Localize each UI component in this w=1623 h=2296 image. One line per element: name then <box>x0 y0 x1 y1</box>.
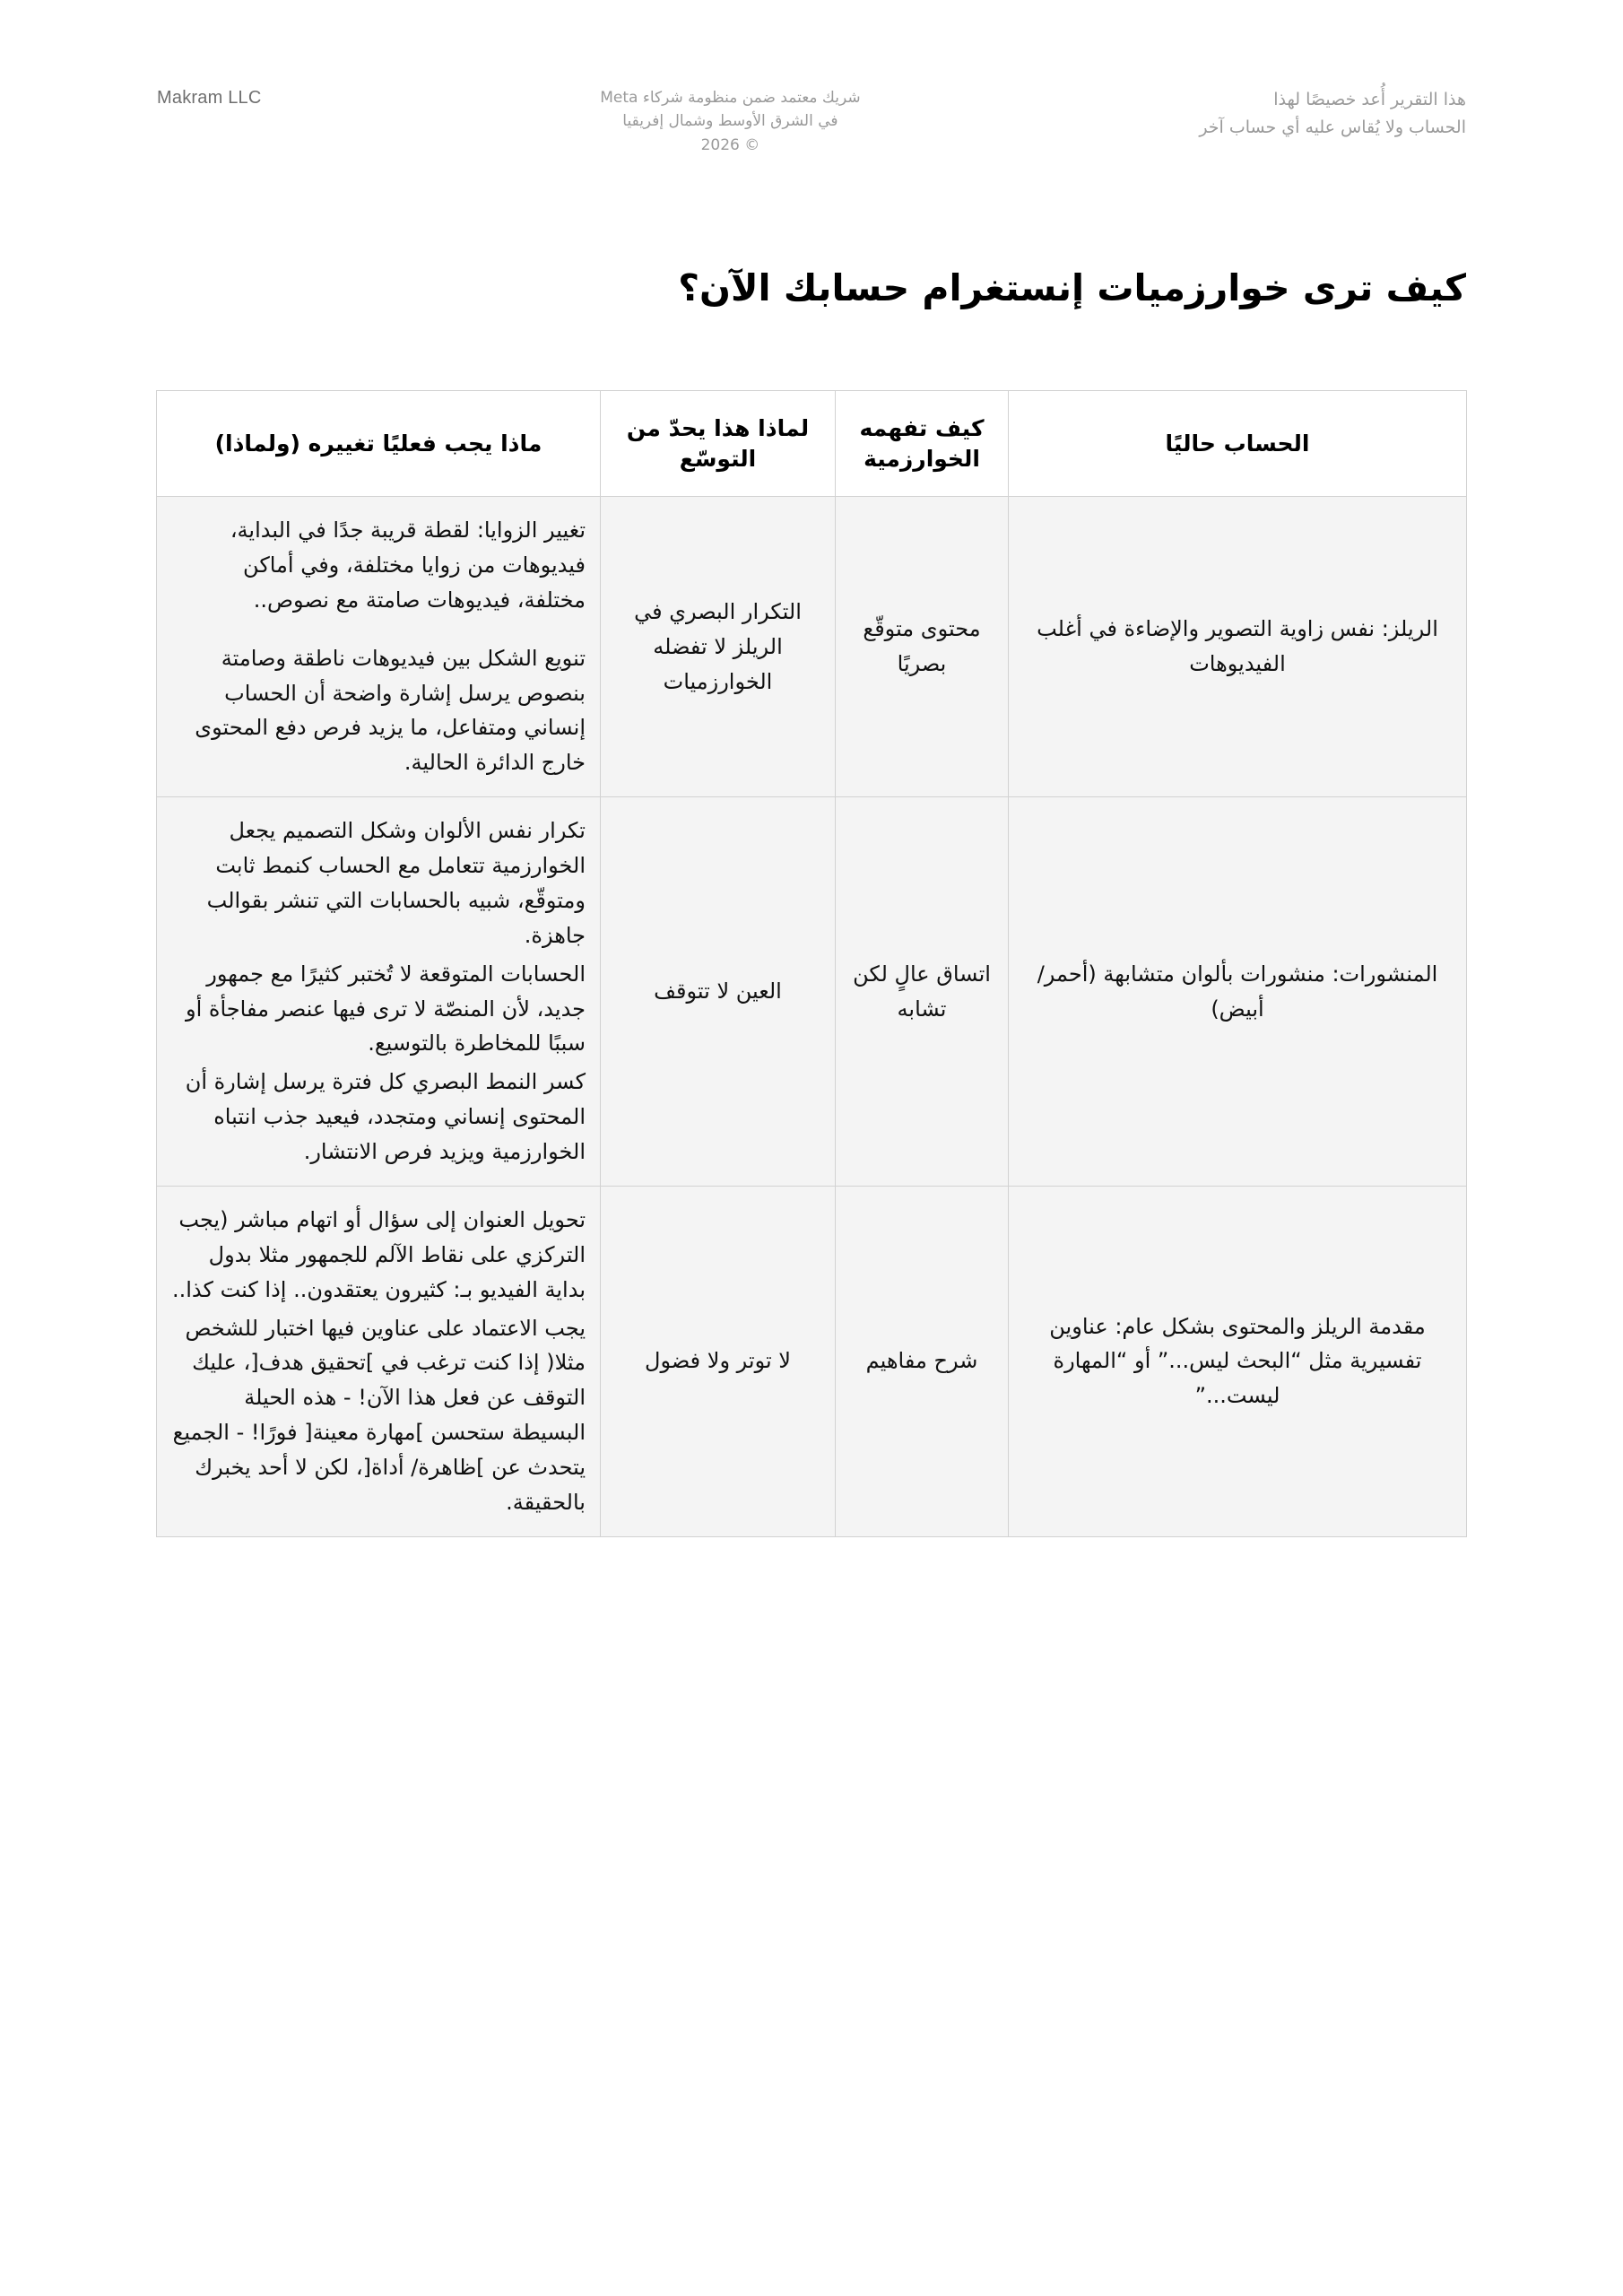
cell-limit: لا توتر ولا فضول <box>601 1186 836 1536</box>
table-header <box>157 391 1467 497</box>
table-row <box>157 497 1467 797</box>
table-body <box>157 497 1467 1537</box>
column-header-algorithm: كيف تفهمه الخوارزمية <box>836 391 1009 497</box>
header-disclaimer <box>1199 86 1466 143</box>
header-partner-line-2: في الشرق الأوسط وشمال إفريقيا <box>622 112 838 131</box>
cell-change-paragraph: يجب الاعتماد على عناوين فيها اختبار للشخص مثلا( إذا كنت ترغب في ]تحقيق هدف[، عليك التوقف عن فعل هذا الآن! - هذه الحيلة البسيطة ستحسن ]مهارة معينة[ فورًا! - الجميع يتحدث عن ]ظاهرة/ أداة[، لكن لا أحد يخبرك بالحقيقة. <box>172 1315 586 1515</box>
brand-name: Makram LLC <box>157 88 262 108</box>
cell-account: مقدمة الريلز والمحتوى بشكل عام: عناوين تفسيرية مثل “البحث ليس...” أو “المهارة ليست...” <box>1009 1186 1467 1536</box>
column-header-change: ماذا يجب فعليًا تغييره (ولماذا) <box>157 391 601 497</box>
table-row <box>157 797 1467 1187</box>
cell-change <box>157 1186 601 1536</box>
cell-algorithm: اتساق عالٍ لكن تشابه <box>836 797 1009 1187</box>
header-disclaimer-line-1: هذا التقرير أُعد خصيصًا لهذا <box>1273 90 1466 109</box>
report-table <box>156 390 1467 1537</box>
page-header <box>157 86 1466 185</box>
report-table-container <box>157 390 1467 1537</box>
column-header-account: الحساب حاليًا <box>1009 391 1467 497</box>
cell-account: الريلز: نفس زاوية التصوير والإضاءة في أغلب الفيديوهات <box>1009 497 1467 797</box>
cell-limit: التكرار البصري في الريلز لا تفضله الخوارزميات <box>601 497 836 797</box>
header-partner-note <box>600 86 860 157</box>
cell-algorithm: شرح مفاهيم <box>836 1186 1009 1536</box>
page-title: كيف ترى خوارزميات إنستغرام حسابك الآن؟ <box>678 266 1466 310</box>
header-copyright: © 2026 <box>700 135 760 154</box>
header-partner-line-1: شريك معتمد ضمن منظومة شركاء Meta <box>600 89 861 107</box>
table-header-row <box>157 391 1467 497</box>
table-row <box>157 1186 1467 1536</box>
cell-change <box>157 797 601 1187</box>
cell-change-paragraph: تكرار نفس الألوان وشكل التصميم يجعل الخوارزمية تتعامل مع الحساب كنمط ثابت ومتوقّع، شبيه بالحسابات التي تنشر بقوالب جاهزة. <box>206 818 586 948</box>
cell-change-paragraph: كسر النمط البصري كل فترة يرسل إشارة أن المحتوى إنساني ومتجدد، فيعيد جذب انتباه الخوارزمية ويزيد فرص الانتشار. <box>185 1069 586 1164</box>
cell-algorithm: محتوى متوقّع بصريًا <box>836 497 1009 797</box>
cell-limit: العين لا تتوقف <box>601 797 836 1187</box>
header-disclaimer-line-2: الحساب ولا يُقاس عليه أي حساب آخر <box>1199 117 1466 138</box>
cell-change <box>157 497 601 797</box>
cell-change-paragraph: الحسابات المتوقعة لا تُختبر كثيرًا مع جمهور جديد، لأن المنصّة لا ترى فيها عنصر مفاجأة أو سببًا للمخاطرة بالتوسيع. <box>186 961 586 1057</box>
cell-change-paragraph: تغيير الزوايا: لقطة قريبة جدًا في البداية، فيديوهات من زوايا مختلفة، وفي أماكن مختلفة، فيديوهات صامتة مع نصوص.. <box>230 517 586 613</box>
cell-account: المنشورات: منشورات بألوان متشابهة (أحمر/ أبيض) <box>1009 797 1467 1187</box>
cell-change-paragraph: تحويل العنوان إلى سؤال أو اتهام مباشر (يجب التركزي على نقاط الآلم للجمهور مثلا بدول بداية الفيديو بـ: كثيرون يعتقدون.. إذا كنت كذا.. <box>171 1206 586 1302</box>
cell-change-paragraph: تنويع الشكل بين فيديوهات ناطقة وصامتة بنصوص يرسل إشارة واضحة أن الحساب إنساني ومتفاعل، ما يزيد فرص دفع المحتوى خارج الدائرة الحالية. <box>195 645 586 776</box>
column-header-limit: لماذا هذا يحدّ من التوسّع <box>601 391 836 497</box>
